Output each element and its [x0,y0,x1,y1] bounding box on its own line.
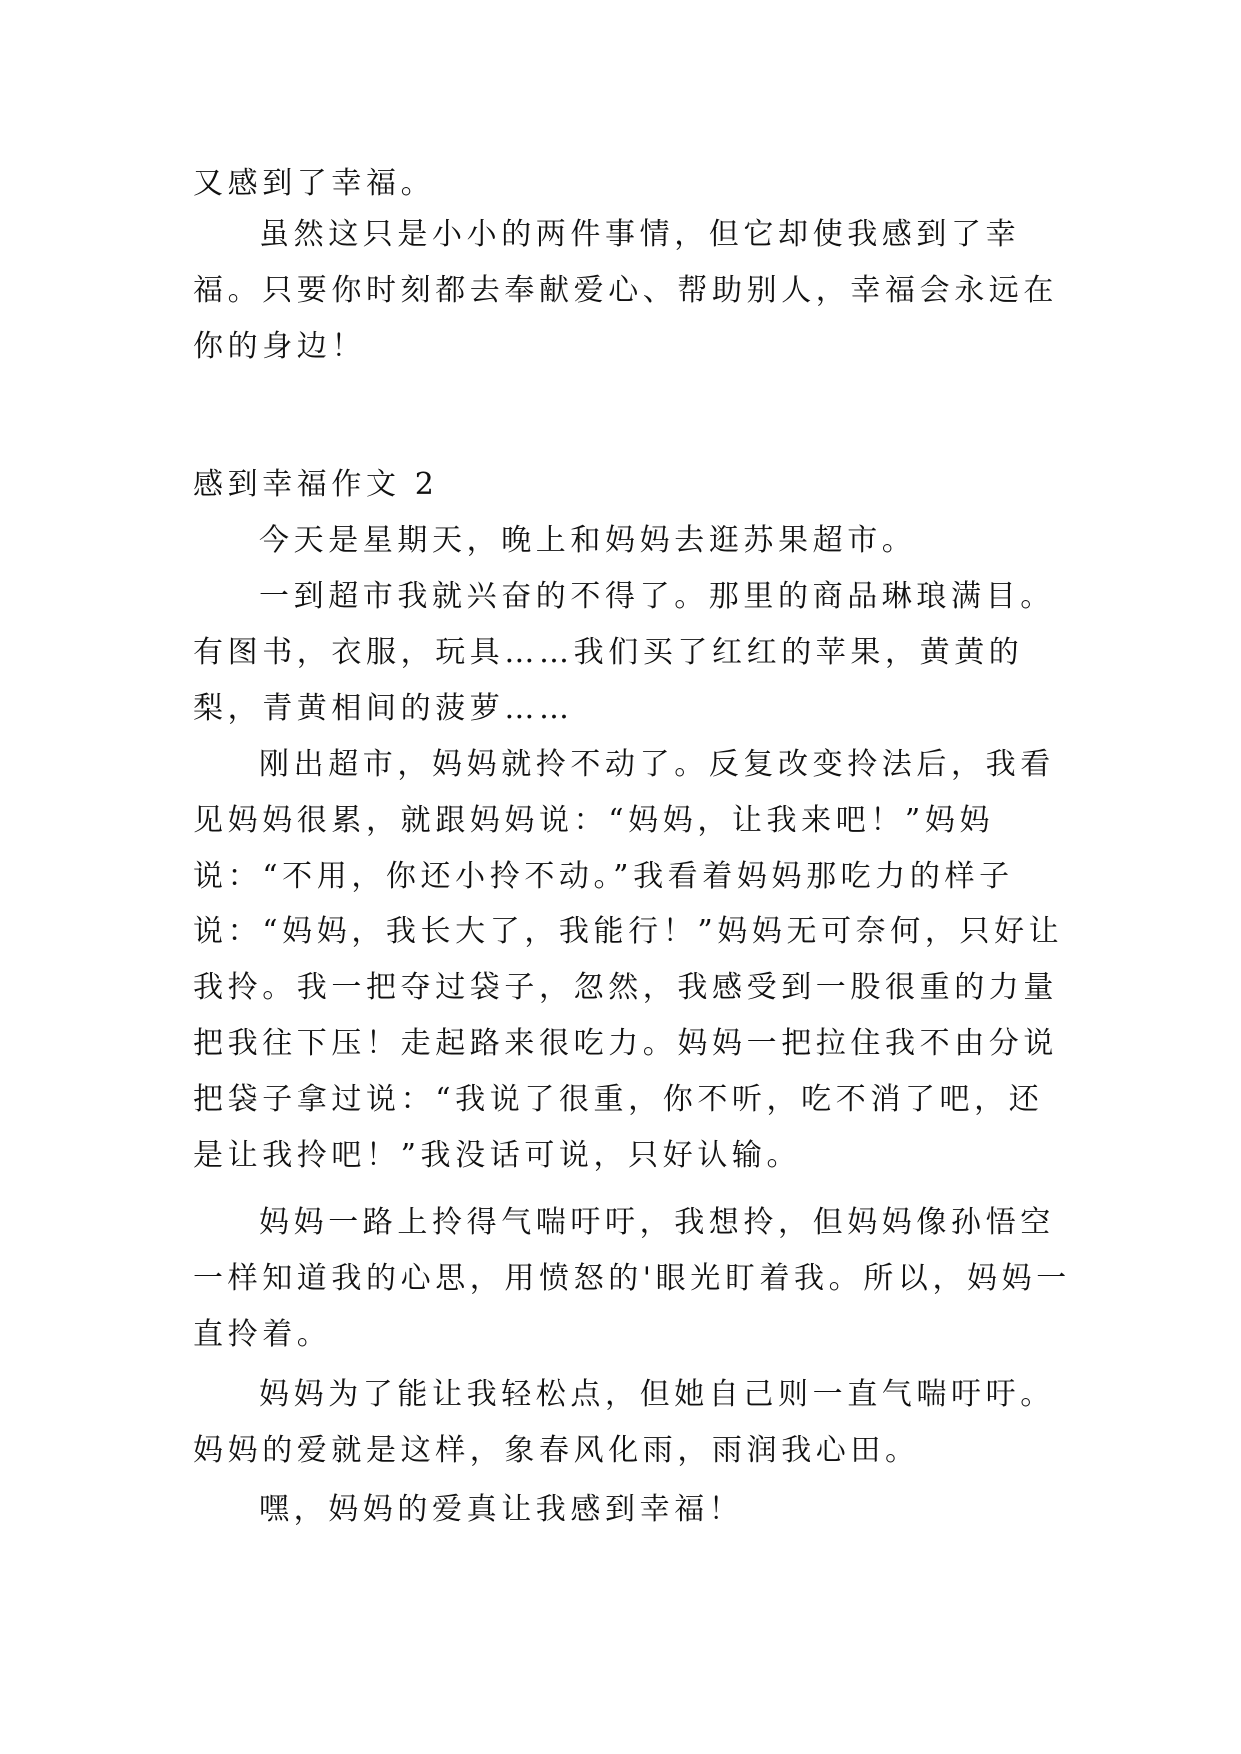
paragraph-continuation: 又感到了幸福。 [193,166,436,201]
paragraph-intro: 今天是星期天，晚上和妈妈去逛苏果超市。 [259,523,917,558]
section-heading: 感到幸福作文 2 [193,467,439,502]
paragraph-supermarket: 一到超市我就兴奋的不得了。那里的商品琳琅满目。有图书，衣服，玩具……我们买了红红的苹果，黄黄的梨，青黄相间的菠萝…… [193,579,1055,726]
paragraph-on-the-way: 妈妈一路上拎得气喘吁吁，我想拎，但妈妈像孙悟空一样知道我的心思，用愤怒的'眼光盯着我。所以，妈妈一直拎着。 [193,1205,1071,1352]
paragraph-carrying-bag: 刚出超市，妈妈就拎不动了。反复改变拎法后，我看见妈妈很累，就跟妈妈说：“妈妈，让我来吧！”妈妈说：“不用，你还小拎不动。”我看着妈妈那吃力的样子说：“妈妈，我长大了，我能行！”妈妈无可奈何，只好让我拎。我一把夺过袋子，忽然，我感受到一股很重的力量把我往下压！走起路来很吃力。妈妈一把拉住我不由分说把袋子拿过说：“我说了很重，你不听，吃不消了吧，还是让我拎吧！”我没话可说，只好认输。 [193,747,1064,1173]
paragraph-ending: 嘿，妈妈的爱真让我感到幸福！ [259,1492,744,1527]
paragraph-conclusion: 虽然这只是小小的两件事情，但它却使我感到了幸福。只要你时刻都去奉献爱心、帮助别人，幸福会永远在你的身边！ [193,217,1058,364]
paragraph-mothers-love: 妈妈为了能让我轻松点，但她自己则一直气喘吁吁。妈妈的爱就是这样，象春风化雨，雨润我心田。 [193,1377,1055,1468]
